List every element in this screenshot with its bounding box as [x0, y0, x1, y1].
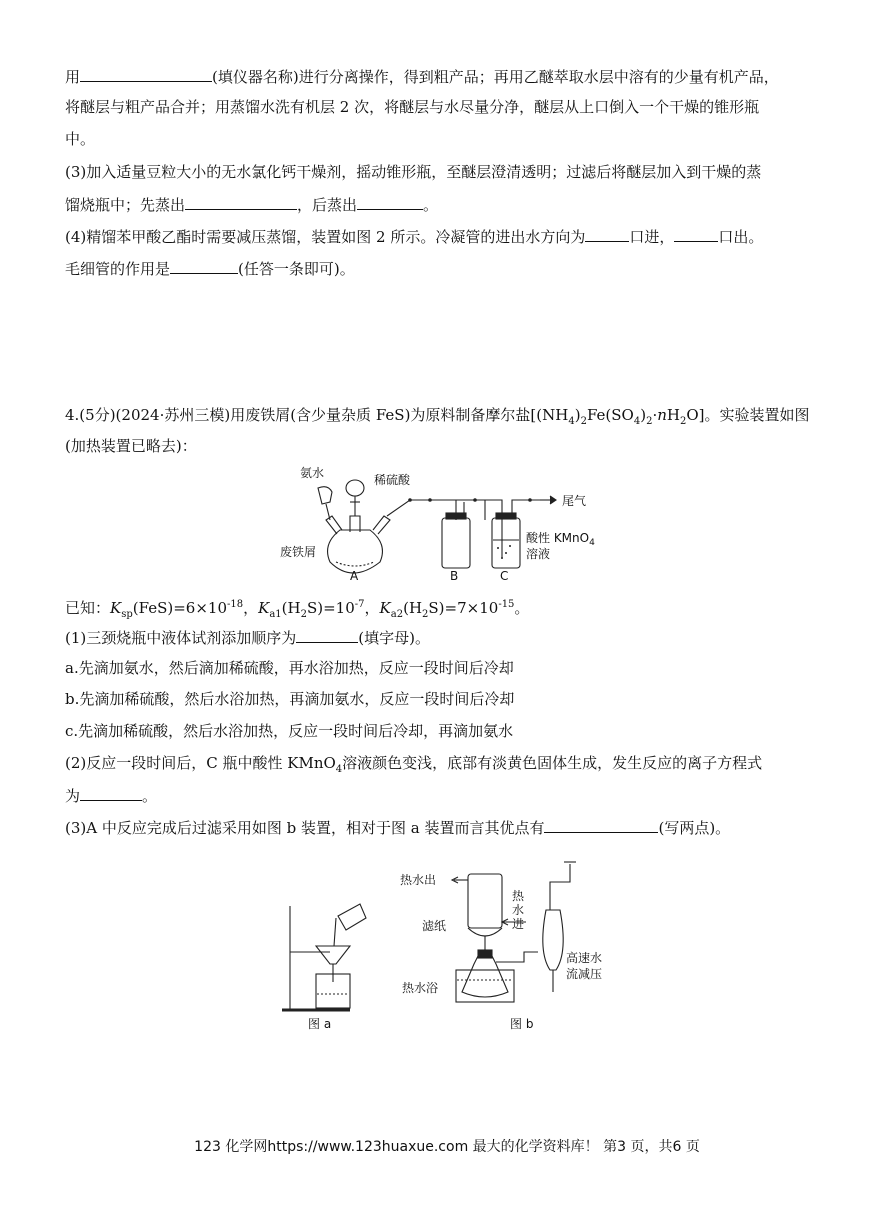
apparatus-figure	[270, 458, 630, 586]
text: (3)A 中反应完成后过滤采用如图 b 装置，相对于图 a 装置而言其优点有	[65, 819, 545, 837]
label-hot-water-in: 进	[512, 917, 525, 931]
subscript: 2	[580, 416, 587, 427]
text-line: 将醚层与粗产品合并；用蒸馏水洗有机层 2 次，将醚层与水尽量分净，醚层从上口倒入一个干燥的锥形瓶	[65, 98, 760, 116]
sub-question-1	[65, 627, 430, 648]
text-line	[65, 66, 779, 87]
subscript: 2	[300, 609, 307, 620]
superscript: -15	[498, 599, 515, 610]
subscript: 2	[646, 416, 653, 427]
label-aspirator: 高速水	[566, 951, 603, 965]
superscript: -7	[354, 599, 365, 610]
funnel-acid	[346, 480, 364, 496]
text: 。	[514, 599, 530, 617]
label-scrap-iron: 废铁屑	[280, 545, 317, 559]
text: 溶液颜色变浅，底部有淡黄色固体生成，发生反应的离子方程式	[342, 754, 763, 772]
option-c: c.先滴加稀硫酸，然后水浴加热，反应一段时间后冷却，再滴加氨水	[65, 722, 514, 740]
text: 毛细管的作用是	[65, 260, 171, 278]
text: (任答一条即可)。	[238, 260, 355, 278]
problem-4-stem: (加热装置已略去)：	[65, 437, 197, 455]
subscript: 2	[422, 609, 429, 620]
subscript: a2	[390, 609, 404, 620]
text: 已知：	[65, 599, 111, 617]
superscript: -18	[227, 599, 244, 610]
text: n	[657, 406, 667, 424]
text: ，	[243, 599, 259, 617]
text: (H	[281, 599, 301, 617]
text: (2)反应一段时间后，C 瓶中酸性 KMnO	[65, 754, 336, 772]
text: 馏烧瓶中；先蒸出	[65, 196, 186, 214]
text: 口出。	[718, 228, 764, 246]
label-A: A	[350, 569, 359, 583]
text: 。	[423, 196, 439, 214]
label-tail-gas: 尾气	[562, 494, 587, 508]
hot-water-jacket	[468, 874, 502, 928]
subscript: 4	[568, 416, 575, 427]
funnel-ammonia	[318, 487, 332, 504]
answer-blank[interactable]	[296, 627, 358, 643]
text: O]。实验装置如图	[686, 406, 810, 424]
q3-line: (3)加入适量豆粒大小的无水氯化钙干燥剂，摇动锥形瓶，至醚层澄清透明；过滤后将醚层加入到干燥的蒸	[65, 163, 762, 181]
answer-blank[interactable]	[674, 226, 718, 242]
bottle-B	[442, 518, 470, 568]
text: (写两点)。	[658, 819, 731, 837]
answer-blank[interactable]	[170, 258, 238, 274]
bottle-C	[492, 518, 520, 568]
problem-4-stem	[65, 405, 810, 432]
text: (4)精馏苯甲酸乙酯时需要减压蒸馏，装置如图 2 所示。冷凝管的进出水方向为	[65, 228, 586, 246]
three-neck-flask	[328, 530, 383, 573]
caption-figure-a: 图 a	[308, 1017, 332, 1031]
caption-figure-b: 图 b	[510, 1017, 534, 1031]
sub-question-2	[65, 753, 762, 780]
label-hot-water-in: 水	[512, 903, 525, 917]
label-ammonia: 氨水	[300, 466, 325, 480]
text: ，后蒸出	[297, 196, 358, 214]
label-hot-water-bath: 热水浴	[402, 981, 439, 995]
text: 为	[65, 787, 81, 805]
text: ·	[652, 406, 658, 424]
known-constants	[65, 595, 529, 625]
label-aspirator: 流减压	[566, 967, 603, 981]
aspirator	[543, 910, 563, 970]
q4-line	[65, 226, 763, 247]
answer-blank[interactable]	[80, 66, 212, 82]
option-b: b.先滴加稀硫酸，然后水浴加热，再滴加氨水，反应一段时间后冷却	[65, 690, 515, 708]
label-hot-water-out: 热水出	[400, 873, 437, 887]
text: (H	[403, 599, 423, 617]
subscript: 4	[335, 764, 343, 775]
label-solution: 溶液	[526, 547, 551, 561]
label-hot-water-in: 热	[512, 889, 525, 903]
label-kmno4: 酸性 KMnO$_4$	[526, 531, 595, 548]
text: )	[574, 406, 581, 424]
label-B: B	[450, 569, 459, 583]
text: K	[379, 599, 391, 617]
text: 4.(5分)(2024·苏州三模)用废铁屑(含少量杂质 FeS)为原料制备摩尔盐[(NH	[65, 406, 569, 424]
subscript: a1	[269, 609, 282, 620]
text: S)=10	[306, 599, 355, 617]
text: (FeS)=6×10	[132, 599, 227, 617]
text: (填仪器名称)进行分离操作，得到粗产品；再用乙醚萃取水层中溶有的少量有机产品，	[212, 68, 779, 86]
answer-blank[interactable]	[185, 194, 297, 210]
label-C: C	[500, 569, 509, 583]
page-footer: 123 化学网https://www.123huaxue.com 最大的化学资料库！ 第3 页，共6 页	[194, 1139, 700, 1155]
text: Fe(SO	[586, 406, 634, 424]
text: (填字母)。	[358, 629, 430, 647]
text: ，	[364, 599, 380, 617]
text: K	[110, 599, 122, 617]
text: )	[640, 406, 647, 424]
answer-blank[interactable]	[544, 817, 658, 833]
label-filter-paper: 滤纸	[422, 919, 447, 933]
text: K	[258, 599, 270, 617]
text: S)=7×10	[428, 599, 499, 617]
text: 用	[65, 68, 81, 86]
sub-question-3	[65, 817, 730, 838]
text: 。	[142, 787, 158, 805]
option-a: a.先滴加氨水，然后滴加稀硫酸，再水浴加热，反应一段时间后冷却	[65, 659, 514, 677]
subscript: sp	[121, 609, 133, 620]
text: 口进，	[629, 228, 675, 246]
figure-b	[398, 852, 628, 1032]
text: H	[666, 406, 680, 424]
answer-blank[interactable]	[357, 194, 423, 210]
q3-line	[65, 194, 438, 215]
subscript: 2	[680, 416, 687, 427]
label-acid: 稀硫酸	[374, 473, 411, 487]
text-line: 中。	[65, 130, 96, 148]
subscript: 4	[633, 416, 641, 427]
answer-blank[interactable]	[80, 785, 142, 801]
answer-blank[interactable]	[585, 226, 629, 242]
figure-a	[280, 886, 370, 1032]
sub-question-2	[65, 785, 157, 806]
q4-line	[65, 258, 355, 279]
text: (1)三颈烧瓶中液体试剂添加顺序为	[65, 629, 297, 647]
